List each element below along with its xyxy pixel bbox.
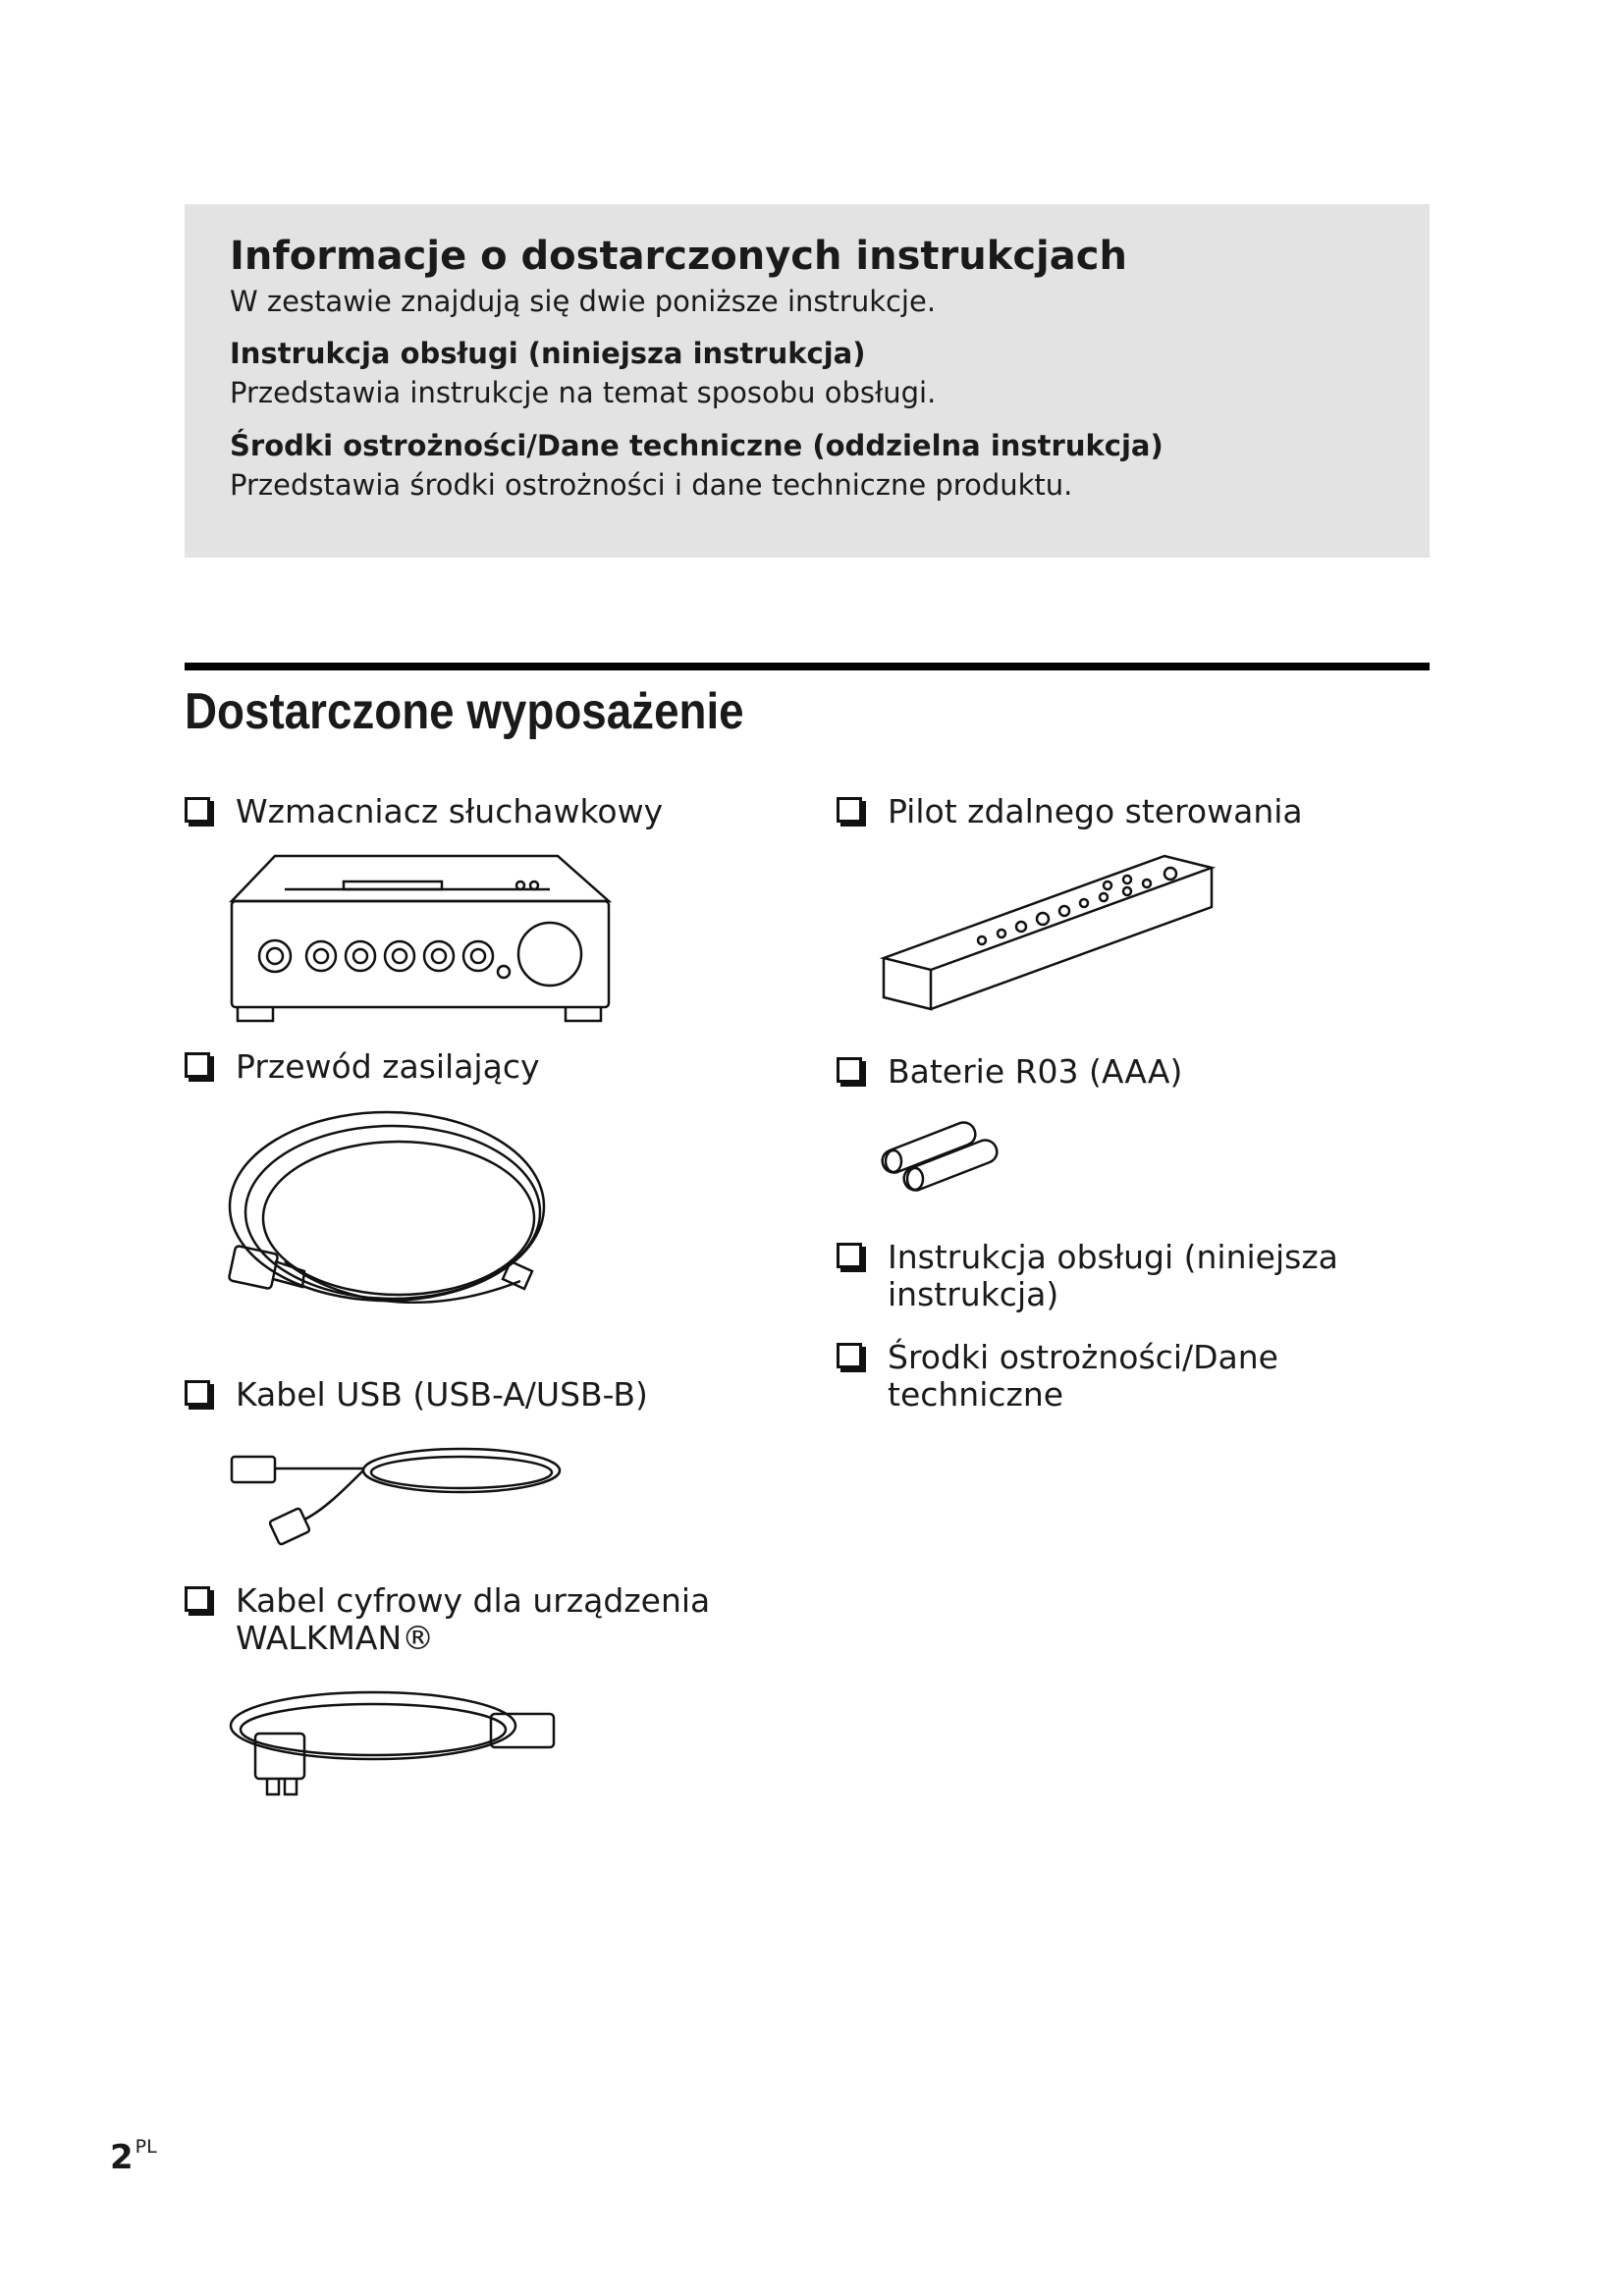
info-box xyxy=(185,204,1430,558)
power-cord-illustration xyxy=(226,1104,550,1340)
section-rule xyxy=(185,663,1430,670)
amplifier-illustration xyxy=(226,852,619,1029)
item-manual: Instrukcja obsługi (niniejsza instrukcja) xyxy=(837,1239,1386,1313)
usb-cable-illustration xyxy=(226,1431,579,1549)
item-batteries: Baterie R03 (AAA) xyxy=(837,1053,1386,1091)
info-title: Informacje o dostarczonych instrukcjach xyxy=(230,234,1127,279)
page-language: PL xyxy=(135,2136,157,2158)
checkbox-icon xyxy=(837,1243,862,1268)
item-remote: Pilot zdalnego sterowania xyxy=(837,793,1386,830)
checkbox-icon xyxy=(185,797,210,823)
info-entry-heading-safety: Środki ostrożności/Dane techniczne (oddzielna instrukcja) xyxy=(230,429,1164,462)
info-entry-text-manual: Przedstawia instrukcje na temat sposobu obsługi. xyxy=(230,376,937,409)
checkbox-icon xyxy=(185,1586,210,1612)
item-amplifier: Wzmacniacz słuchawkowy xyxy=(185,793,734,830)
page-number: 2 $^{PL}$ xyxy=(110,2136,157,2177)
section-title: Dostarczone wyposażenie xyxy=(185,683,744,740)
batteries-illustration xyxy=(878,1117,1015,1196)
checkbox-icon xyxy=(837,1343,862,1368)
info-entry-text-safety: Przedstawia środki ostrożności i dane techniczne produktu. xyxy=(230,468,1073,502)
item-usb-cable: Kabel USB (USB-A/USB-B) xyxy=(185,1376,734,1414)
item-power-cord: Przewód zasilający xyxy=(185,1048,734,1086)
walkman-cable-illustration xyxy=(226,1677,569,1804)
checkbox-icon xyxy=(837,1057,862,1083)
info-entry-heading-manual: Instrukcja obsługi (niniejsza instrukcja) xyxy=(230,337,866,370)
checkbox-icon xyxy=(185,1052,210,1078)
checkbox-icon xyxy=(837,797,862,823)
info-intro: W zestawie znajdują się dwie poniższe instrukcje. xyxy=(230,285,937,318)
checkbox-icon xyxy=(185,1380,210,1406)
remote-illustration xyxy=(880,846,1223,1023)
item-safety-specs: Środki ostrożności/Dane techniczne xyxy=(837,1339,1386,1414)
item-walkman-cable: Kabel cyfrowy dla urządzenia WALKMAN® xyxy=(185,1582,734,1657)
